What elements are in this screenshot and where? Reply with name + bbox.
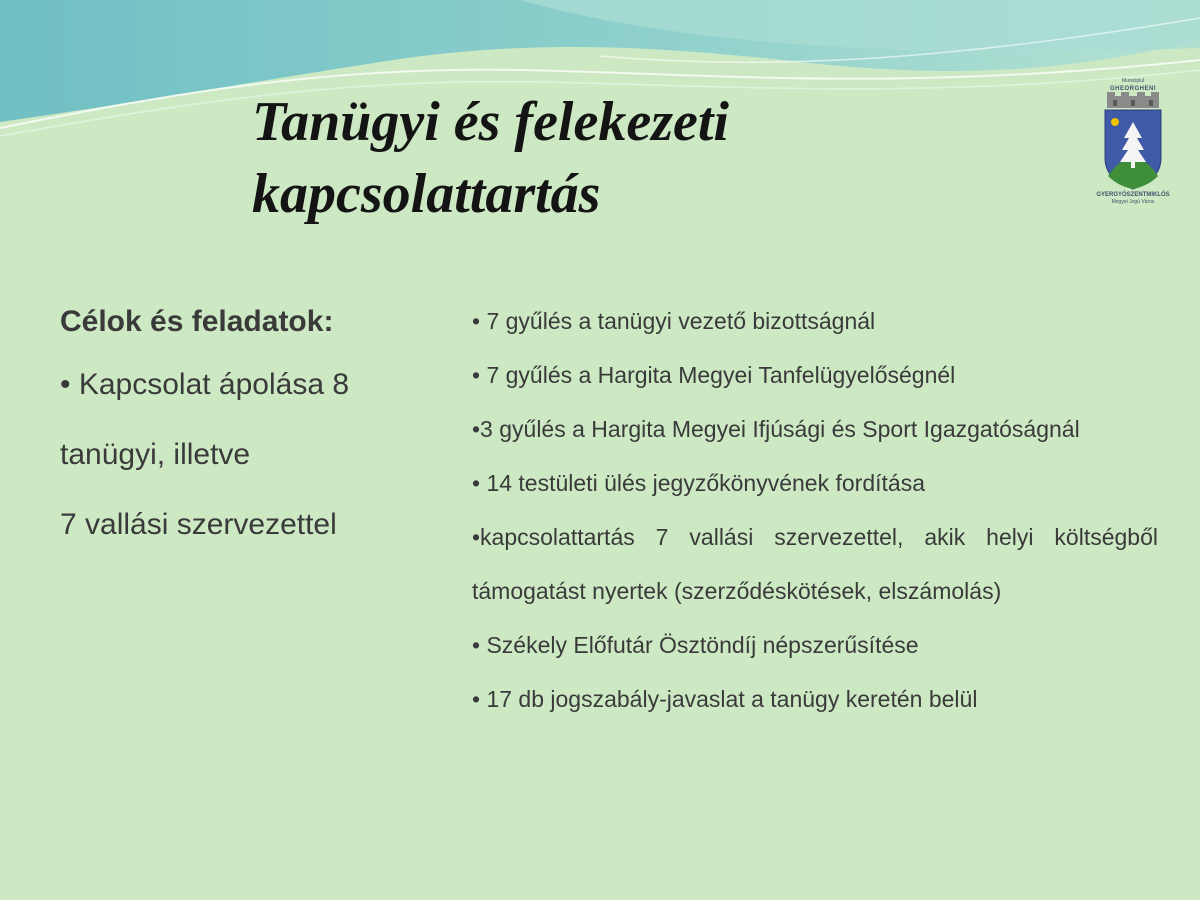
city-emblem — [1093, 76, 1173, 226]
list-item: •3 gyűlés a Hargita Megyei Ifjúsági és Sport Igazgatóságnál — [472, 416, 1080, 442]
goals-line-2: tanügyi, illetve — [60, 438, 251, 471]
emblem-bottom-text: GYERGYÓSZENTMIKLÓS — [1096, 192, 1170, 198]
emblem-subtitle: Megyei Jogú Város — [1111, 199, 1155, 205]
activities-list — [472, 294, 1158, 726]
goals-heading: Célok és feladatok: — [60, 305, 334, 338]
slide-title-line-1: Tanügyi és felekezeti — [252, 91, 729, 153]
goals-text — [60, 350, 420, 560]
goals-column — [60, 298, 420, 560]
slide-title-line-2: kapcsolattartás — [252, 163, 601, 225]
emblem-city-name: GHEORGHENI — [1109, 86, 1156, 92]
list-item: • 7 gyűlés a tanügyi vezető bizottságnál — [472, 308, 876, 334]
emblem-top-text: Municipiul — [1121, 78, 1145, 84]
list-item: •kapcsolattartás 7 vallási szervezettel, akik helyi költségből támogatást nyertek (szerződéskötések, elszámolás) — [472, 524, 1158, 604]
list-item: • Székely Előfutár Ösztöndíj népszerűsítése — [472, 632, 919, 658]
slide-title — [252, 86, 1052, 230]
list-item: • 17 db jogszabály-javaslat a tanügy keretén belül — [472, 686, 978, 712]
goals-line-1: • Kapcsolat ápolása 8 — [60, 368, 350, 401]
goals-line-3: 7 vallási szervezettel — [60, 508, 337, 541]
list-item: • 14 testületi ülés jegyzőkönyvének fordítása — [472, 470, 925, 496]
list-item: • 7 gyűlés a Hargita Megyei Tanfelügyelőségnél — [472, 362, 956, 388]
